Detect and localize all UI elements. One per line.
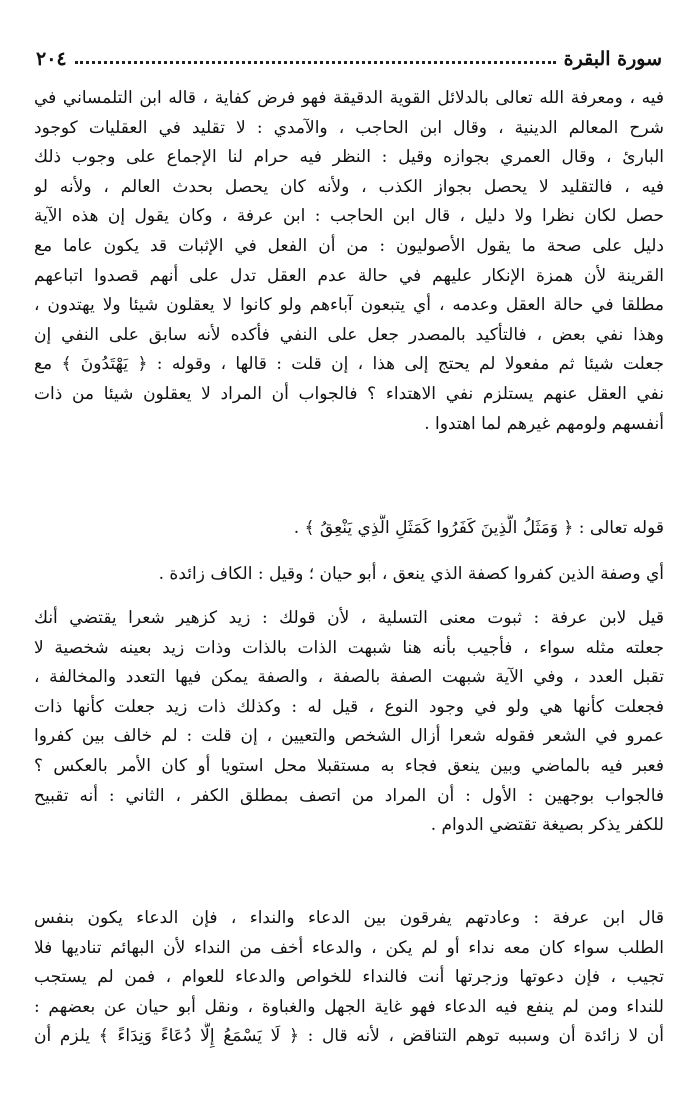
text-line: قوله تعالى : ﴿ وَمَثَلُ الَّذِينَ كَفَرُوا كَمَثَلِ الَّذِي يَنْعِقُ ﴾ . [293,518,664,538]
text-line: دليل على صحة ما يقول الأصوليون : من أن الفعل في الإثبات قد يكون عاما مع [34,235,664,256]
text-line: شرح المعالم الدينية ، وقال ابن الحاجب ، والآمدي : لا تقليد في العقليات كوجود [34,117,664,138]
text-line: قيل لابن عرفة : ثبوت معنى التسلية ، لأن قولك : زيد كزهير شعرا يقتضي أنك [34,608,664,628]
text-line: للكفر يذكر بصيغة تقتضي الدوام . [430,815,664,836]
surah-title: سورة البقرة [563,48,662,70]
page-number: ٢٠٤ [36,48,67,70]
text-line: تقبل العدد ، وفي الآية شبهت الصفة بالصفة ، والصفة يمكن فيها التعدد والمخالفة ، [34,667,664,688]
paragraph-commentary-2 [34,604,664,841]
text-line: حصل لكان نظرا ولا دليل ، قال ابن الحاجب : ابن عرفة ، وكان يقول إن هذه الآية [34,206,664,227]
text-line: تجيب ، فإن دعوتها وزجرتها أنت فالنداء للخواص والدعاء للعوام ، فمن لم يستجب [34,967,664,988]
text-line: أن لا زائدة أن وسببه توهم التناقض ، لأنه قال : ﴿ لَا يَسْمَعُ إِلَّا دُعَاءً وَنِدَاءً ﴾ يلزم أن [34,1026,664,1047]
text-line: فيه ، ومعرفة الله تعالى بالدلائل القوية الدقيقة فهو فرض كفاية ، قاله ابن التلمساني في [34,88,664,108]
text-line: فالجواب بوجهين : الأول : أن المراد من اتصف بمطلق الكفر ، الثاني : أنه تقبيح [34,785,664,806]
text-line: أنفسهم ولومهم غيرهم لما اهتدوا . [424,413,664,434]
verse-explanation [34,560,664,590]
paragraph-commentary-3 [34,904,664,1052]
text-line: وهذا نفي بعض ، فالتأكيد بالمصدر جعل على النفي فأكده لأنه سابق على النفي إن [34,324,664,345]
text-line: فيه ، فالتقليد لا يحصل بجواز الكذب ، ولأنه كان يحصل بحدث العالم ، ولأنه لو [34,176,664,197]
verse-quote [34,514,664,544]
page-header [36,44,662,74]
text-line: للنداء ومن لم ينفع فيه الدعاء فهو غاية الجهل والغباوة ، ونقل أبو حيان عن بعضهم : [34,996,664,1017]
text-line: القرينة لأن همزة الإنكار عليهم في حالة عدم العقل تدل على أنهم قصدوا اتباعهم [34,265,664,286]
paragraph-commentary-1 [34,84,664,439]
text-line: جعلت شيئا ثم مفعولا لم يحتج إلى هذا ، إن قلت : قالها ، وقوله : ﴿ يَهْتَدُونَ ﴾ مع [34,354,664,375]
header-dotted-leader [75,61,556,64]
text-line: الطلب سواء كان معه نداء أو لم يكن ، والدعاء أخف من النداء لأن البهائم تناديها فلا [34,937,664,958]
text-line: مطلقا في حالة العقل وعدمه ، أي يتبعون آباءهم ولو كانوا لا يعقلون شيئا ولا يهتدون ، [34,295,664,316]
text-line: البارئ ، وقال العمري بجوازه وقيل : النظر فيه حرام لنا الإجماع على وجوب ذلك [34,147,664,168]
text-line: عمرو في الشعر فقوله شعرا أزال الشخص والتعيين ، إن قلت : لم خالف بين كفروا [34,726,664,747]
text-line: نفي العقل عنهم يستلزم نفي الاهتداء ؟ فالجواب أن المراد لا يعقلون شيئا من ذات [34,383,664,404]
text-line: فعبر فيه بالماضي وبين ينعق فجاء به مستقبلا محل استويا أو كان الأمر بالعكس ؟ [34,755,664,776]
text-line: قال ابن عرفة : وعادتهم يفرقون بين الدعاء والنداء ، فإن الدعاء يكون بنفس [34,908,664,928]
text-line: أي وصفة الذين كفروا كصفة الذي ينعق ، أبو حيان ؛ وقيل : الكاف زائدة . [158,564,664,584]
text-line: فجعلت كأنها هي ولو في وجود النوع ، قيل له : وكذلك ذات زيد جعلت كأنها ذات [34,696,664,717]
text-line: جعلته مثله سواء ، فأجيب بأنه هنا شبهت الذات بالذات وذات زيد بعينه شخصية لا [34,637,664,658]
